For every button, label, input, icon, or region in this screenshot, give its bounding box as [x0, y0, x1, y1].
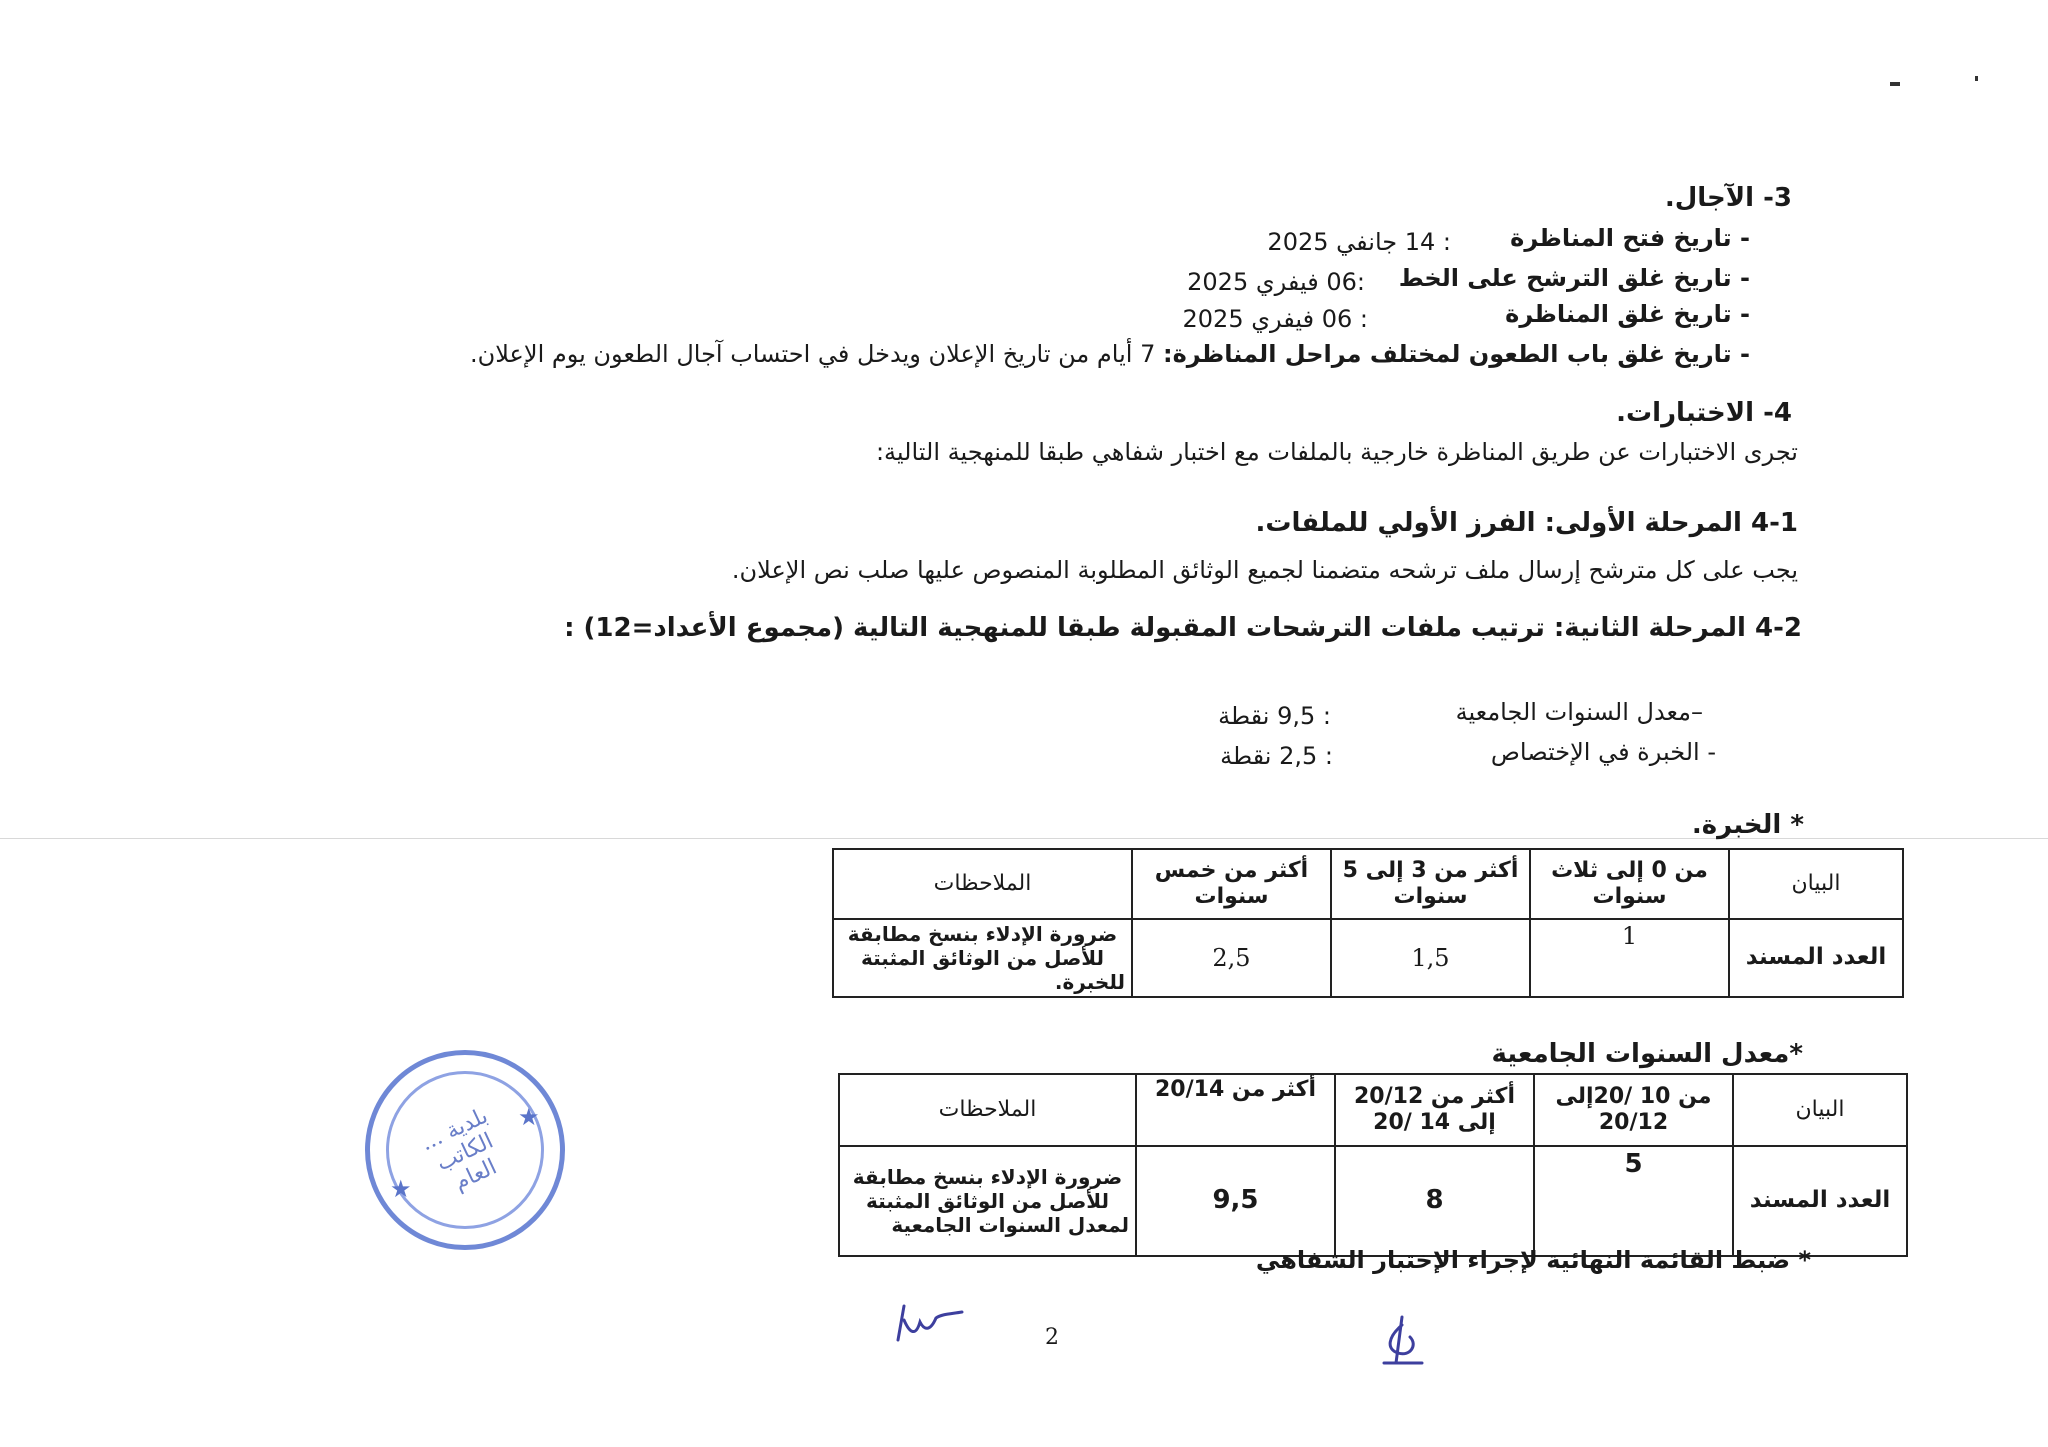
table-cell: 2,5	[1132, 919, 1331, 997]
stage1-text: يجب على كل مترشح إرسال ملف ترشحه متضمنا لجميع الوثائق المطلوبة المنصوص عليها صلب نص الإعلان.	[731, 556, 1798, 584]
deadline-close-value: : 06 فيفري 2025	[1182, 305, 1368, 333]
table-cell: 1	[1530, 919, 1729, 997]
row-label: العدد المسند	[1729, 919, 1903, 997]
deadline-appeals	[470, 340, 1750, 368]
table-header-cell: أكثر من 20/12 إلى 14 /20	[1335, 1074, 1534, 1146]
table-header-cell: الملاحظات	[833, 849, 1132, 919]
experience-table	[832, 848, 1904, 998]
table-cell: 9,5	[1136, 1146, 1335, 1256]
deadline-online-close-value: :06 فيفري 2025	[1187, 268, 1365, 296]
table-header-cell: من 10 /20إلى 20/12	[1534, 1074, 1733, 1146]
star-icon: ★	[390, 1175, 412, 1203]
table-header-cell: أكثر من 20/14	[1136, 1074, 1335, 1146]
table-header-cell: من 0 إلى ثلاث سنوات	[1530, 849, 1729, 919]
deadline-appeals-label: - تاريخ غلق باب الطعون لمختلف مراحل المناظرة:	[1162, 340, 1750, 368]
criterion-experience-value: : 2,5 نقطة	[1220, 742, 1333, 770]
table-header-cell: البيان	[1729, 849, 1903, 919]
star-icon: ★	[518, 1103, 540, 1131]
criterion-gpa-value: : 9,5 نقطة	[1218, 702, 1331, 730]
gpa-table	[838, 1073, 1908, 1257]
table-header-cell: الملاحظات	[839, 1074, 1136, 1146]
table-cell: 1,5	[1331, 919, 1530, 997]
table-header-cell: أكثر من 3 إلى 5 سنوات	[1331, 849, 1530, 919]
deadline-close-label: - تاريخ غلق المناظرة	[1505, 300, 1750, 328]
table-cell: 8	[1335, 1146, 1534, 1256]
deadline-online-close-label: - تاريخ غلق الترشح على الخط	[1398, 264, 1750, 292]
table-header-row	[839, 1074, 1907, 1146]
table-row	[833, 919, 1903, 997]
deadline-appeals-value: 7 أيام من تاريخ الإعلان ويدخل في احتساب آجال الطعون يوم الإعلان.	[469, 340, 1163, 368]
signature-right	[1378, 1315, 1428, 1371]
deadline-open-label: - تاريخ فتح المناظرة	[1510, 224, 1750, 252]
official-stamp	[365, 1050, 565, 1250]
scan-speck	[1890, 82, 1900, 86]
page-number: 2	[1045, 1325, 1059, 1350]
deadline-open-value: : 14 جانفي 2025	[1267, 228, 1451, 256]
stage1-heading: 4-1 المرحلة الأولى: الفرز الأولي للملفات.	[1255, 508, 1798, 538]
table-note: ضرورة الإدلاء بنسخ مطابقة للأصل من الوثائق المثبتة لمعدل السنوات الجامعية	[839, 1146, 1136, 1256]
table-row	[839, 1146, 1907, 1256]
deadlines-heading: 3- الآجال.	[1664, 183, 1792, 213]
signature-left	[890, 1300, 970, 1350]
tests-intro: تجرى الاختبارات عن طريق المناظرة خارجية بالملفات مع اختبار شفاهي طبقا للمنهجية التالية:	[875, 438, 1798, 466]
table-header-row	[833, 849, 1903, 919]
experience-table-title: * الخبرة.	[1691, 810, 1804, 840]
gpa-table-title: *معدل السنوات الجامعية	[1491, 1039, 1803, 1069]
final-list-note: * ضبط القائمة النهائية لإجراء الإختبار الشفاهي	[1255, 1246, 1811, 1274]
criterion-gpa-label: –معدل السنوات الجامعية	[1455, 698, 1703, 726]
table-cell: 5	[1534, 1146, 1733, 1256]
table-header-cell: أكثر من خمس سنوات	[1132, 849, 1331, 919]
tests-heading: 4- الاختبارات.	[1616, 398, 1792, 428]
table-note: ضرورة الإدلاء بنسخ مطابقة للأصل من الوثائق المثبتة للخبرة.	[833, 919, 1132, 997]
criterion-experience-label: - الخبرة في الإختصاص	[1490, 738, 1716, 766]
stage2-heading: 4-2 المرحلة الثانية: ترتيب ملفات الترشحات المقبولة طبقا للمنهجية التالية (مجموع الأعداد=12) :	[564, 613, 1802, 643]
row-label: العدد المسند	[1733, 1146, 1907, 1256]
scan-speck	[1975, 76, 1978, 81]
table-header-cell: البيان	[1733, 1074, 1907, 1146]
stamp-text: بلدية ... الكاتب العام	[417, 1103, 501, 1196]
